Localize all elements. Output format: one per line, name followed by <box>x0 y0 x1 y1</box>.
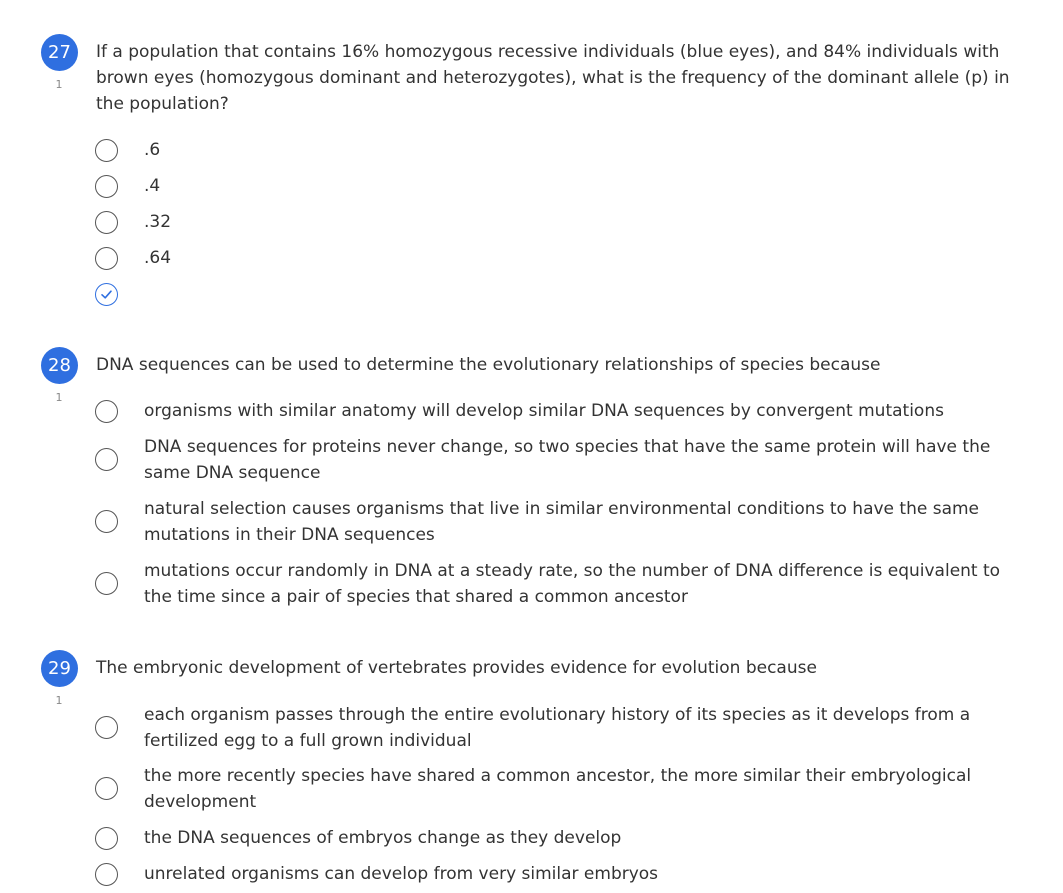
option-label: .4 <box>144 176 161 196</box>
question-points: 1 <box>55 78 63 91</box>
radio-button[interactable] <box>95 211 118 234</box>
option-label: each organism passes through the entire evolutionary history of its species as it develops from a fertilized egg to a full grown individual <box>144 705 971 751</box>
option-label: .6 <box>144 140 161 160</box>
question-text: The embryonic development of vertebrates provides evidence for evolution because <box>96 658 817 678</box>
answer-option[interactable] <box>95 245 1025 271</box>
radio-button[interactable] <box>95 863 118 886</box>
answer-option[interactable] <box>95 763 1025 815</box>
answer-option[interactable] <box>95 496 1025 548</box>
option-label: the more recently species have shared a common ancestor, the more similar their embryological development <box>144 766 972 812</box>
checkmark-icon <box>100 288 113 301</box>
radio-button[interactable] <box>95 448 118 471</box>
option-label: the DNA sequences of embryos change as they develop <box>144 828 622 848</box>
radio-button[interactable] <box>95 572 118 595</box>
radio-button[interactable] <box>95 175 118 198</box>
answer-option[interactable] <box>95 702 1025 754</box>
answer-option[interactable] <box>95 558 1025 610</box>
radio-button[interactable] <box>95 510 118 533</box>
question-points: 1 <box>55 694 63 707</box>
radio-button-checked[interactable] <box>95 283 118 306</box>
answer-option[interactable] <box>95 137 1025 163</box>
radio-button[interactable] <box>95 777 118 800</box>
question-text: If a population that contains 16% homozygous recessive individuals (blue eyes), and 84% individuals with brown eyes (homozygous dominant and heterozygotes), what is the frequency of the dominant allele (p) in the population? <box>96 42 1010 114</box>
option-label: unrelated organisms can develop from very similar embryos <box>144 864 659 884</box>
question-points: 1 <box>55 391 63 404</box>
answer-option[interactable] <box>95 173 1025 199</box>
radio-button[interactable] <box>95 247 118 270</box>
option-label: .32 <box>144 212 172 232</box>
radio-button[interactable] <box>95 827 118 850</box>
option-label: .64 <box>144 248 172 268</box>
answer-option[interactable] <box>95 398 1025 424</box>
answer-option[interactable] <box>95 825 1025 851</box>
radio-button[interactable] <box>95 139 118 162</box>
option-label: organisms with similar anatomy will develop similar DNA sequences by convergent mutations <box>144 401 944 421</box>
radio-button[interactable] <box>95 400 118 423</box>
option-label: DNA sequences for proteins never change, so two species that have the same protein will have the same DNA sequence <box>144 437 991 483</box>
question-number-badge: 29 <box>41 650 78 687</box>
radio-button[interactable] <box>95 716 118 739</box>
option-label: natural selection causes organisms that live in similar environmental conditions to have the same mutations in their DNA sequences <box>144 499 980 545</box>
answer-option[interactable] <box>95 861 1025 887</box>
question-number-badge: 27 <box>41 34 78 71</box>
option-label: mutations occur randomly in DNA at a steady rate, so the number of DNA difference is equivalent to the time since a pair of species that shared a common ancestor <box>144 561 1001 607</box>
answer-option[interactable] <box>95 434 1025 486</box>
answer-option-selected[interactable] <box>95 281 1025 307</box>
question-number-badge: 28 <box>41 347 78 384</box>
question-text: DNA sequences can be used to determine the evolutionary relationships of species because <box>96 355 881 375</box>
answer-option[interactable] <box>95 209 1025 235</box>
